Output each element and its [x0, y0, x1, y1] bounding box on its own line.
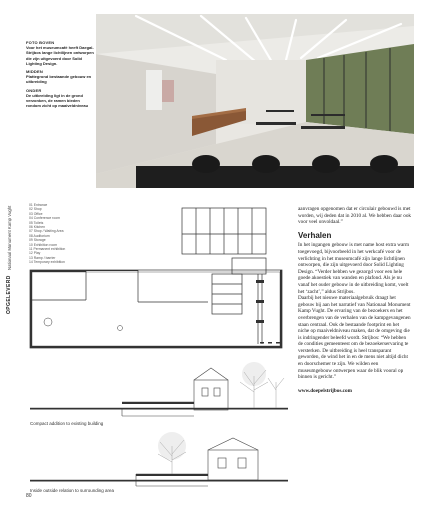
- section-drawing-compact: [26, 356, 294, 422]
- article-paragraph: In het ingangen gebouw is met name host extra warm toegevoegd, bijvoorbeeld in het werkcafé voor de verlichting in het museumcafé zijn lange lichtlijnen ontworpen, die zijn uitgevoerd door Solid Lighting Design. “Verder hebben we gezorgd voor een hele goede akoestiek van wanden en plafond. Als je nu vanaf het ouder gebouw in de uitbreiding komt, voelt het ‘zacht’,” aldus Strijbos.: [298, 242, 410, 295]
- article-paragraph: Daarbij het nieuwe materiaalgebruik draagt het gebouw bij aan het narratief van Nationaal Monument Kamp Vught. De ervaring van de bezoekers en het overbrengen van de verhalen van de kampgevangenen staan centraal. Ook de bestaande footprint en het niche op maaiveldniveau maken, dat de omgeving die is indringender beleefd wordt. Strijbos: “We hebben de condities gemeenteest om de bezoekerservaring te versterken. De uitbreiding is heel transparant geworden, de wind het in en de mens niet altijd dicht en doorschemer te zijn. We wilden een museumgebouw ontwerpen waar de blik vooral op binnen is gericht.”: [298, 295, 411, 381]
- section-one-caption: Compact addition to existing building: [30, 421, 104, 426]
- legend-item: 04 Conference room: [29, 216, 60, 221]
- legend-item: 05 Toilets: [29, 220, 44, 225]
- caption-bottom-text: De uitbreiding ligt in de grond verzonken, de ramen bieden rondom zicht op maaiveldniveau: [26, 92, 89, 109]
- legend-item: 11 Permanent exhibition: [29, 247, 66, 252]
- legend-item: 10 Exhibition room: [29, 242, 58, 247]
- page-number: 80: [26, 493, 32, 499]
- article-intro: aanvragen opgenomen dat er circulair gebouwd is met worden, wij deden dat in 2010 al. We hebben daar ook voor veel onvoldaal.”: [298, 206, 412, 226]
- article-column: [298, 206, 411, 394]
- section-one-drawing: [26, 356, 294, 422]
- legend-item: 02 Shop: [29, 207, 42, 212]
- legend-item: 03 Office: [29, 211, 43, 216]
- section-two-caption: Inside outside relation to surrounding area: [30, 488, 115, 493]
- legend-item: 08 Auditorium: [29, 233, 50, 238]
- cafe-interior-illustration: [96, 14, 414, 188]
- section-label: OPGELEVERD: [6, 275, 12, 314]
- photo-caption: [26, 40, 94, 108]
- article-link[interactable]: www.doepelstrijbos.com: [298, 387, 352, 394]
- floor-plan-drawing: [26, 204, 294, 350]
- floor-plan: [26, 204, 294, 350]
- floor-plan-legend: [29, 203, 65, 265]
- caption-top-label: FOTO BOVEN: [26, 40, 55, 45]
- caption-bottom-label: ONDER: [26, 87, 42, 93]
- legend-item: 07 Shop / Waiting Area: [29, 229, 64, 234]
- caption-top-text: Voor het museumcafé heeft Daegal-Strijbos lange lichtlijnen ontworpen die zijn uitgevoerd door Solid Lighting Design.: [26, 45, 94, 66]
- museum-cafe-photo: [96, 14, 414, 188]
- legend-item: 09 Storage: [29, 238, 46, 243]
- legend-item: 01 Entrance: [29, 203, 48, 207]
- section-sidebar: [4, 205, 18, 314]
- project-name: Nationaal Monument Kamp Vught: [7, 205, 12, 270]
- legend-item: 12 Play: [29, 251, 41, 256]
- caption-middle-text: Plattegrond bestaande gebouw en uitbreiding: [26, 74, 92, 85]
- caption-middle-label: MIDDEN: [26, 69, 43, 75]
- legend-item: 13 Ramp / barrier: [29, 255, 56, 260]
- legend-item: 06 Kitchen: [29, 225, 46, 230]
- legend-item: 14 Temporary exhibition: [29, 260, 65, 265]
- article-heading: Verhalen: [298, 230, 332, 240]
